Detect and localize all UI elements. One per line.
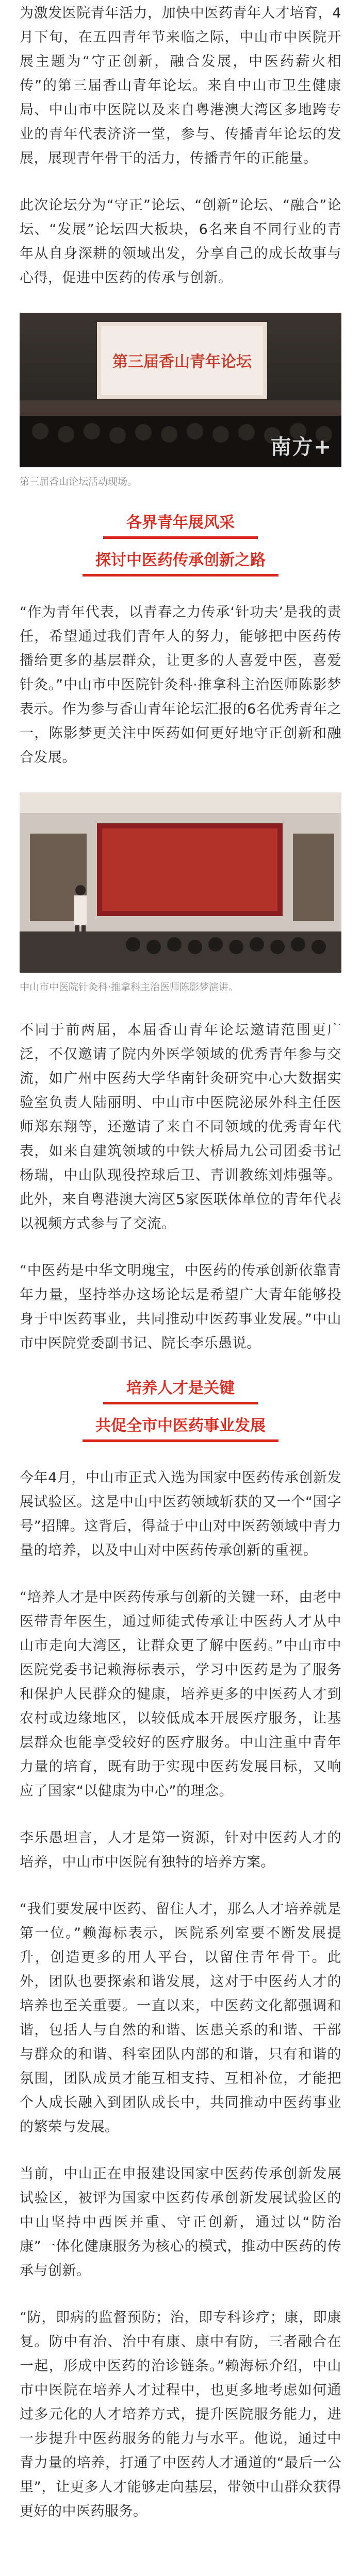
article	[0, 1, 361, 2523]
watermark-logo: 南方+	[270, 435, 332, 459]
paragraph-li-leyu-quote: “中医药是中华文明瑰宝，中医药的传承创新依靠青年力量，坚持举办这场论坛是希望广大青年能够投身于中医药事业，共同推动中医药事业发展。”中山市中医院党委副书记、院长李乐愚说。	[20, 1263, 341, 1351]
section-subtitle-underline	[83, 574, 278, 577]
paragraph-pilot-zone: 今年4月，中山市正式入选为国家中医药传承创新发展试验区。这是中山中医药领域斩获的又一个“国字号”招牌。这背后，得益于中山对中医药领域中青力量的培养，以及中山对中医药传承创新的重视。	[20, 1470, 341, 1558]
caption-photo1: 第三届香山论坛活动现场。	[20, 476, 138, 487]
photo-speaker	[20, 792, 341, 973]
section-title: 各界青年展风采	[126, 514, 235, 532]
section-heading-2	[20, 1378, 341, 1442]
screen-slogan: 第三届香山青年论坛	[112, 353, 252, 371]
paragraph-pilot-application: 当前，中山正在申报建设国家中医药传承创新发展试验区，被评为国家中医药传承创新发展试验区的中山坚持中西医并重、守正创新，通过以“防治康”一体化健康服务为核心的模式，推动中医药的传承与创新。	[20, 2166, 341, 2279]
section-heading-1	[20, 513, 341, 577]
paragraph-forum-scope: 不同于前两届，本届香山青年论坛邀请范围更广泛，不仅邀请了院内外医学领域的优秀青年参与交流，如广州中医药大学华南针灸研究中心大数据实验室负责人陆丽明、中山市中医院泌尿外科主任医师郑东翔等，还邀请了来自不同领域的优秀青年代表，如来自建筑领域的中铁大桥局九公司团委书记杨瑞，中山队现役控球后卫、青训教练刘炜强等。此外，来自粤港澳大湾区5家医联体单位的青年代表以视频方式参与了交流。	[20, 1022, 341, 1232]
section-title: 培养人才是关键	[126, 1379, 235, 1397]
section-title-underline	[103, 1402, 258, 1404]
paragraph-lai-haibiao-talent: “培养人才是中医药传承与创新的关键一环，由老中医带青年医生，通过师徒式传承让中医药人才从中山市走向大湾区，让群众更了解中医药。”中山市中医院党委书记赖海标表示，学习中医药是为了服务和保护人民群众的健康，培养更多的中医药人才到农村或边缘地区，以较低成本开展医疗服务，让基层群众也能享受较好的医疗服务。中山注重中青年力量的培育，既有助于实现中医药发展目标，又响应了国家“以健康为中心”的理念。	[20, 1589, 341, 1799]
speaker-image	[20, 792, 341, 973]
section-subtitle: 共促全市中医药事业发展	[95, 1417, 266, 1435]
photo-forum-venue	[20, 313, 341, 467]
paragraph-chen-yingmeng: “作为青年代表，以青春之力传承‘针功夫’是我的责任，希望通过我们青年人的努力，能够把中医药传播给更多的基层群众，让更多的人喜爱中医，喜爱针灸。”中山市中医院针灸科·推拿科主治医师陈影梦表示。作为参与香山青年论坛汇报的6名优秀青年之一，陈影梦更关注中医药如何更好地守正创新和融合发展。	[20, 604, 341, 766]
paragraph-prevention-treatment: “防，即病的监督预防；治，即专科诊疗；康，即康复。防中有治、治中有康、康中有防，三者融合在一起，形成中医药的治诊链条。”赖海标介绍，中山市中医院在培养人才过程中，也更多地考虑如何通过多元化的人才培养方式，提升医院服务能力，进一步提升中医药服务的能力与水平。他说，通过中青力量的培养，打通了中医药人才通道的“最后一公里”，让更多人才能够走向基层，带领中山群众获得更好的中医药服务。	[20, 2310, 341, 2519]
caption-photo2: 中山市中医院针灸科·推拿科主治医师陈影梦演讲。	[20, 981, 239, 993]
paragraph-talent-resource: 李乐愚坦言，人才是第一资源，针对中医药人才的培养，中山市中医院有独特的培养方案。	[20, 1830, 341, 1870]
paragraph-forum-sections: 此次论坛分为“守正”论坛、“创新”论坛、“融合”论坛、“发展”论坛四大板块，6名来自不同行业的青年从自身深耕的领域出发，分享自己的成长故事与心得，促进中医药的传承与创新。	[20, 197, 341, 286]
section-subtitle: 探讨中医药传承创新之路	[95, 551, 266, 569]
paragraph-intro: 为激发医院青年活力，加快中医药青年人才培育，4月下旬，在五四青年节来临之际，中山市中医院开展主题为“守正创新，融合发展，中医药薪火相传”的第三届香山青年论坛。来自中山市卫生健康局、中山市中医院以及来自粤港澳大湾区多地跨专业的青年代表济济一堂，参与、传播青年论坛的发展，展现青年骨干的活力，传播青年的正能量。	[20, 5, 341, 166]
section-title-underline	[103, 536, 258, 539]
paragraph-harmony: “我们要发展中医药、留住人才，那么人才培养就是第一位。”赖海标表示，医院系列室要不断发展提升，创造更多的用人平台，以留住青年骨干。此外，团队也要探索和谐发展，这对于中医药人才的培养也至关重要。一直以来，中医药文化都强调和谐，包括人与自然的和谐、医患关系的和谐、干部与群众的和谐、科室团队内部的和谐，只有和谐的氛围，团队成员才能互相支持、互相补位，才能把个人成长融入到团队成长中，共同推动中医药事业的繁荣与发展。	[20, 1901, 341, 2135]
section-subtitle-underline	[83, 1439, 278, 1442]
